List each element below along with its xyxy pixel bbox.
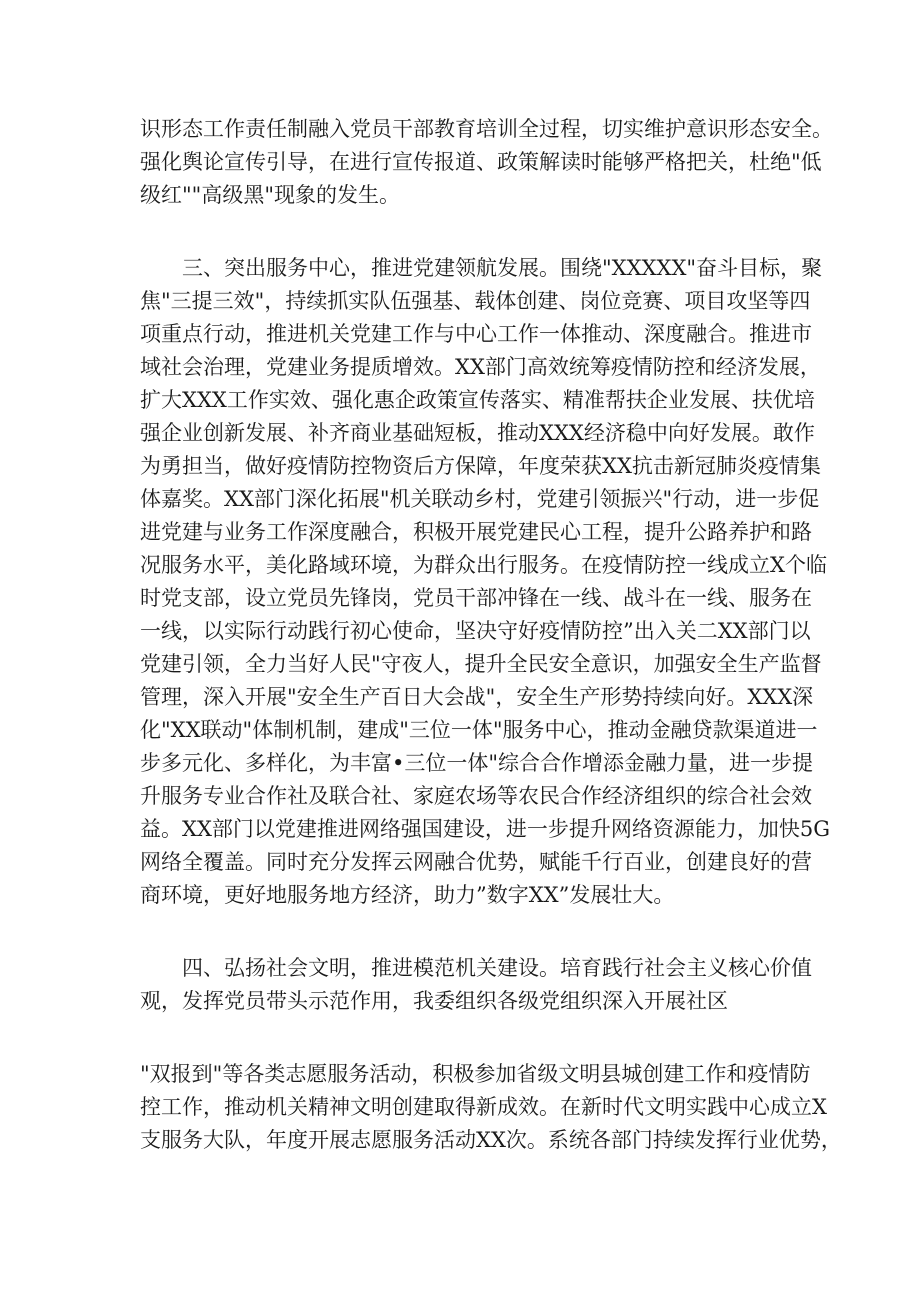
text-line: 强企业创新发展、补齐商业基础短板，推动XXX经济稳中向好发展。敢作 <box>140 421 815 445</box>
text-line: 况服务水平，美化路域环境，为群众出行服务。在疫情防控一线成立X个临 <box>140 553 827 577</box>
section-heading-line: 三、突出服务中心，推进党建领航发展。围绕"XXXXX"奋斗目标，聚 <box>182 256 823 280</box>
text-line: 为勇担当，做好疫情防控物资后方保障，年度荣获XX抗击新冠肺炎疫情集 <box>140 454 821 478</box>
text-line: 党建引领，全力当好人民"守夜人，提升全民安全意识，加强安全生产监督 <box>140 652 822 676</box>
text-line: 化"XX联动"体制机制，建成"三位一体"服务中心，推动金融贷款渠道进一 <box>140 718 818 742</box>
text-line: 强化舆论宣传引导，在进行宣传报道、政策解读时能够严格把关，杜绝"低 <box>140 150 822 174</box>
text-line: 步多元化、多样化，为丰富•三位一体"综合合作增添金融力量，进一步提 <box>140 751 814 775</box>
text-line: 控工作，推动机关精神文明创建取得新成效。在新时代文明实践中心成立X <box>140 1095 827 1119</box>
text-line: 进党建与业务工作深度融合，积极开展党建民心工程，提升公路养护和路 <box>140 520 812 544</box>
text-line: 体嘉奖。XX部门深化拓展"机关联动乡村，党建引领振兴"行动，进一步促 <box>140 487 820 511</box>
text-line: 时党支部，设立党员先锋岗，党员干部冲锋在一线、战斗在一线、服务在 <box>140 586 812 610</box>
text-line: "双报到"等各类志愿服务活动，积极参加省级文明县城创建工作和疫情防 <box>140 1062 811 1086</box>
text-line: 网络全覆盖。同时充分发挥云网融合优势，赋能千行百业，创建良好的营 <box>140 850 812 874</box>
text-line: 扩大XXX工作实效、强化惠企政策宣传落实、精准帮扶企业发展、扶优培 <box>140 388 815 412</box>
text-line: 项重点行动，推进机关党建工作与中心工作一体推动、深度融合。推进市 <box>140 322 812 346</box>
text-line: 支服务大队，年度开展志愿服务活动XX次。系统各部门持续发挥行业优势， <box>140 1128 842 1152</box>
text-line: 管理，深入开展"安全生产百日大会战"，安全生产形势持续向好。XXX深 <box>140 685 814 709</box>
text-line: 识形态工作责任制融入党员干部教育培训全过程，切实维护意识形态安全。 <box>140 117 833 141</box>
text-line: 益。XX部门以党建推进网络强国建设，进一步提升网络资源能力，加快5G <box>140 817 831 841</box>
section-heading-line: 四、弘扬社会文明，推进模范机关建设。培育践行社会主义核心价值 <box>182 956 812 980</box>
text-line: 商环境，更好地服务地方经济，助力”数字XX”发展壮大。 <box>140 883 675 907</box>
text-line: 升服务专业合作社及联合社、家庭农场等农民合作经济组织的综合社会效 <box>140 784 812 808</box>
text-line: 一线，以实际行动践行初心使命，坚决守好疫情防控”出入关二XX部门以 <box>140 619 811 643</box>
text-line: 焦"三提三效"，持续抓实队伍强基、载体创建、岗位竞赛、项目攻坚等四 <box>140 289 811 313</box>
text-line: 观，发挥党员带头示范作用，我委组织各级党组织深入开展社区 <box>140 989 728 1013</box>
text-line: 级红""高级黑"现象的发生。 <box>140 183 400 207</box>
text-line: 域社会治理，党建业务提质增效。XX部门高效统筹疫情防控和经济发展， <box>140 355 821 379</box>
